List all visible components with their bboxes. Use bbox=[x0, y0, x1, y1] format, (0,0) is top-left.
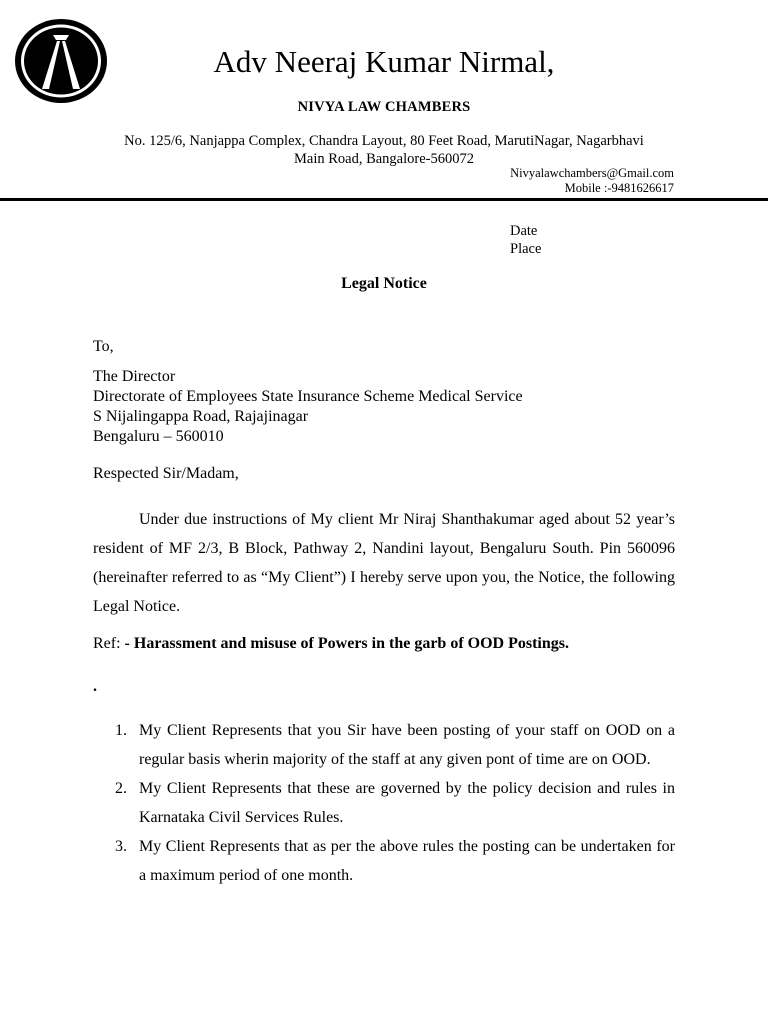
to-line: To, bbox=[93, 338, 114, 355]
place-label: Place bbox=[510, 241, 542, 257]
ref-label: Ref: bbox=[93, 635, 121, 652]
address-line-2: Main Road, Bangalore-560072 bbox=[293, 151, 474, 167]
date-place-block bbox=[510, 222, 541, 258]
reference-line bbox=[93, 635, 675, 653]
list-text: My Client Represents that as per the above rules the posting can be undertaken for a maximum period of one month. bbox=[139, 838, 675, 884]
points-list bbox=[93, 716, 675, 890]
address-line-1: No. 125/6, Nanjappa Complex, Chandra Layout, 80 Feet Road, MarutiNagar, Nagarbhavi bbox=[124, 133, 644, 149]
recipient-address bbox=[93, 367, 675, 447]
list-number: 3. bbox=[115, 838, 127, 855]
list-item bbox=[93, 774, 675, 832]
ref-subject: - Harassment and misuse of Powers in the garb of OOD Postings. bbox=[124, 635, 569, 652]
date-label: Date bbox=[510, 223, 538, 239]
stray-dot: . bbox=[93, 678, 97, 695]
recipient-line: Bengaluru – 560010 bbox=[93, 428, 224, 445]
recipient-line: Directorate of Employees State Insurance Scheme Medical Service bbox=[93, 388, 523, 405]
firm-name: NIVYA LAW CHAMBERS bbox=[297, 99, 471, 115]
intro-paragraph: Under due instructions of My client Mr Niraj Shanthakumar aged about 52 year’s resident of MF 2/3, B Block, Pathway 2, Nandini layout, Bengaluru South. Pin 560096 (hereinafter referred to as “My Client”) I hereby serve upon you, the Notice, the following Legal Notice. bbox=[93, 511, 675, 615]
mobile-text: Mobile :-9481626617 bbox=[564, 181, 674, 195]
list-text: My Client Represents that you Sir have been posting of your staff on OOD on a regular basis wherin majority of the staff at any given pont of time are on OOD. bbox=[139, 722, 675, 768]
list-item bbox=[93, 832, 675, 890]
email-text: Nivyalawchambers@Gmail.com bbox=[510, 166, 674, 180]
contact-info bbox=[510, 166, 674, 196]
list-number: 1. bbox=[115, 722, 127, 739]
list-number: 2. bbox=[115, 780, 127, 797]
advocate-name: Adv Neeraj Kumar Nirmal, bbox=[213, 44, 555, 79]
firm-address bbox=[0, 132, 768, 168]
salutation: Respected Sir/Madam, bbox=[93, 465, 239, 482]
notice-title: Legal Notice bbox=[341, 275, 427, 292]
recipient-line: The Director bbox=[93, 368, 176, 385]
list-item bbox=[93, 716, 675, 774]
header-divider bbox=[0, 198, 768, 201]
recipient-line: S Nijalingappa Road, Rajajinagar bbox=[93, 408, 309, 425]
list-text: My Client Represents that these are governed by the policy decision and rules in Karnataka Civil Services Rules. bbox=[139, 780, 675, 826]
